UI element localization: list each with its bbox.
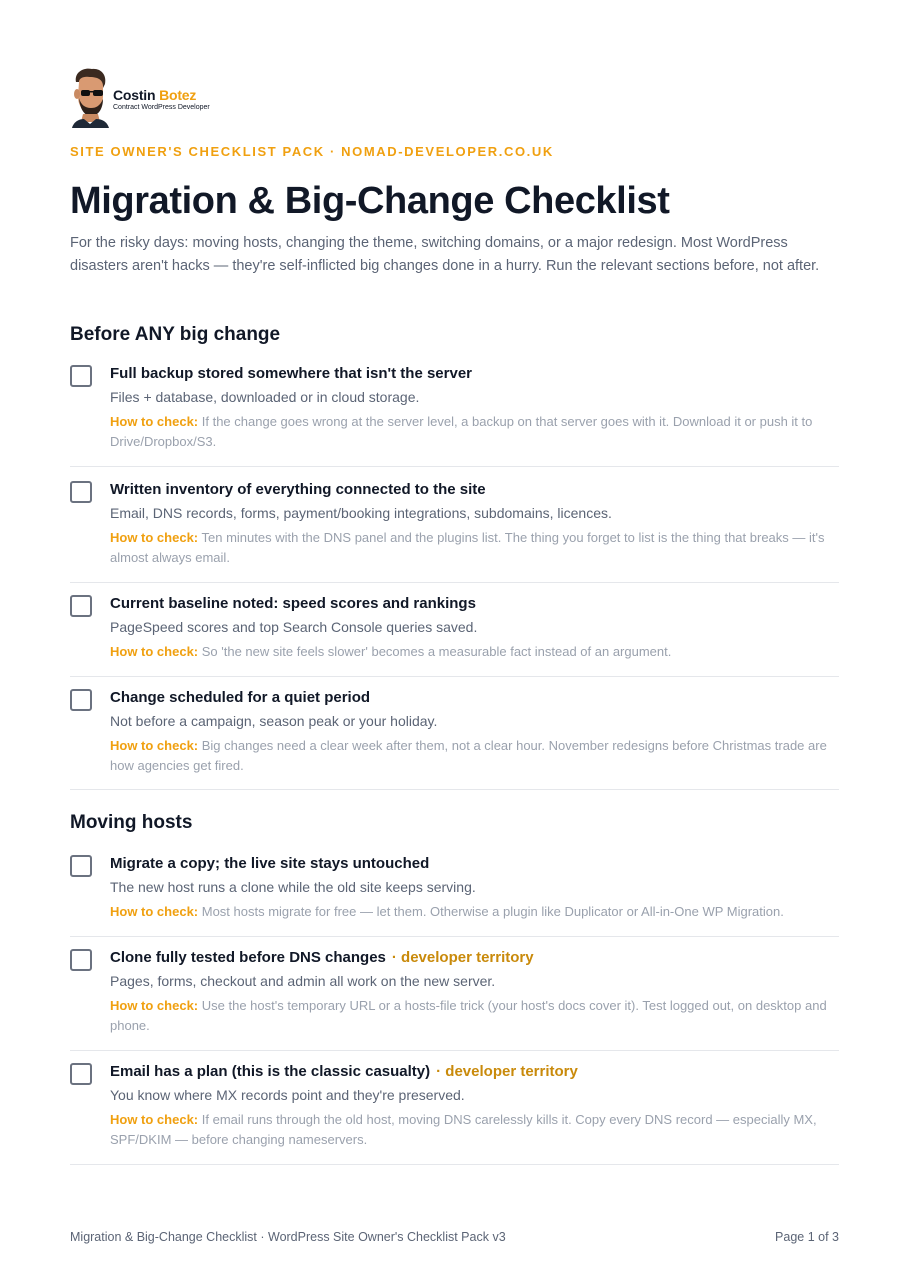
item-title (110, 688, 839, 708)
brand-tagline: Contract WordPress Developer (113, 103, 210, 111)
intro-text: For the risky days: moving hosts, changing the theme, switching domains, or a major redesign. Most WordPress disasters aren't hacks — they're self-inflicted big changes done in a hurry. Run the relevant sections before, not after. (70, 235, 820, 274)
avatar (70, 66, 110, 128)
developer-territory-badge: · developer territory (391, 949, 534, 966)
how-to-check-text: Ten minutes with the DNS panel and the plugins list. The thing you forget to list is the thing that breaks — it's almost always email. (110, 530, 825, 565)
item-description: Email, DNS records, forms, payment/booking integrations, subdomains, licences. (110, 505, 612, 521)
page-number: Page 1 of 3 (775, 1230, 839, 1244)
checklist-checkbox[interactable] (70, 689, 92, 711)
checklist-section (70, 811, 839, 1165)
section-title: Moving hosts (70, 812, 193, 833)
page-content (70, 66, 839, 1165)
footer-document-title: Migration & Big-Change Checklist · WordPress Site Owner's Checklist Pack v3 (70, 1230, 506, 1244)
how-to-check (110, 412, 839, 452)
how-to-check-text: Use the host's temporary URL or a hosts-file trick (your host's docs cover it). Test logged out, on desktop and phone. (110, 998, 827, 1033)
item-title-text: Full backup stored somewhere that isn't the server (110, 365, 472, 382)
brand-last-name: Botez (159, 86, 197, 103)
item-description: You know where MX records point and they're preserved. (110, 1087, 465, 1103)
item-title (110, 1062, 839, 1082)
page-footer (70, 1230, 839, 1244)
checklist-checkbox[interactable] (70, 365, 92, 387)
how-to-check (110, 528, 839, 568)
item-description: Pages, forms, checkout and admin all work on the new server. (110, 973, 496, 989)
checklist-checkbox[interactable] (70, 855, 92, 877)
item-title-text: Change scheduled for a quiet period (110, 689, 371, 706)
kicker[interactable]: SITE OWNER'S CHECKLIST PACK · NOMAD-DEVELOPER.CO.UK (70, 144, 554, 159)
checklist-item (70, 937, 839, 1051)
item-description: The new host runs a clone while the old site keeps serving. (110, 879, 476, 895)
checklist-sections (70, 323, 839, 1165)
page-title: Migration & Big-Change Checklist (70, 180, 670, 222)
item-description: Not before a campaign, season peak or your holiday. (110, 713, 438, 729)
checklist-item (70, 347, 839, 467)
checklist-item (70, 583, 839, 677)
item-title-text: Clone fully tested before DNS changes (110, 949, 386, 966)
how-to-check-label: How to check: (110, 530, 199, 545)
how-to-check-label: How to check: (110, 414, 199, 429)
how-to-check-label: How to check: (110, 1112, 199, 1127)
brand-first-name: Costin (113, 86, 156, 103)
checklist-item (70, 1051, 839, 1165)
item-title (110, 480, 839, 500)
item-title-text: Email has a plan (this is the classic casualty) (110, 1063, 431, 1080)
item-title-text: Current baseline noted: speed scores and rankings (110, 595, 476, 612)
checklist-item (70, 677, 839, 790)
how-to-check-label: How to check: (110, 644, 199, 659)
item-title-text: Migrate a copy; the live site stays untouched (110, 855, 430, 872)
how-to-check-text: If the change goes wrong at the server level, a backup on that server goes with it. Download it or push it to Drive/Dropbox/S3. (110, 414, 813, 449)
item-title (110, 364, 839, 384)
item-title-text: Written inventory of everything connected to the site (110, 481, 486, 498)
how-to-check (110, 902, 839, 922)
how-to-check (110, 642, 839, 662)
item-title (110, 948, 839, 968)
how-to-check-text: So 'the new site feels slower' becomes a measurable fact instead of an argument. (201, 644, 672, 659)
how-to-check-label: How to check: (110, 998, 199, 1013)
item-description: PageSpeed scores and top Search Console queries saved. (110, 619, 478, 635)
how-to-check (110, 996, 839, 1036)
item-title (110, 854, 839, 874)
brand-logo[interactable] (70, 66, 839, 128)
item-title (110, 594, 839, 614)
checklist-section (70, 323, 839, 790)
checklist-checkbox[interactable] (70, 481, 92, 503)
item-description: Files + database, downloaded or in cloud storage. (110, 389, 420, 405)
developer-territory-badge: · developer territory (436, 1063, 578, 1080)
checklist-checkbox[interactable] (70, 595, 92, 617)
how-to-check-text: Most hosts migrate for free — let them. Otherwise a plugin like Duplicator or All-in-One WP Migration. (201, 904, 784, 919)
checklist-item (70, 835, 839, 937)
checklist-checkbox[interactable] (70, 949, 92, 971)
section-title: Before ANY big change (70, 324, 281, 345)
checklist-item (70, 467, 839, 583)
how-to-check-text: If email runs through the old host, moving DNS carelessly kills it. Copy every DNS record — especially MX, SPF/DKIM — before changing nameservers. (110, 1112, 817, 1147)
how-to-check (110, 1110, 839, 1150)
how-to-check-label: How to check: (110, 738, 199, 753)
checklist-checkbox[interactable] (70, 1063, 92, 1085)
how-to-check (110, 736, 839, 776)
how-to-check-label: How to check: (110, 904, 199, 919)
how-to-check-text: Big changes need a clear week after them, not a clear hour. November redesigns before Christmas trade are how agencies get fired. (110, 738, 827, 773)
